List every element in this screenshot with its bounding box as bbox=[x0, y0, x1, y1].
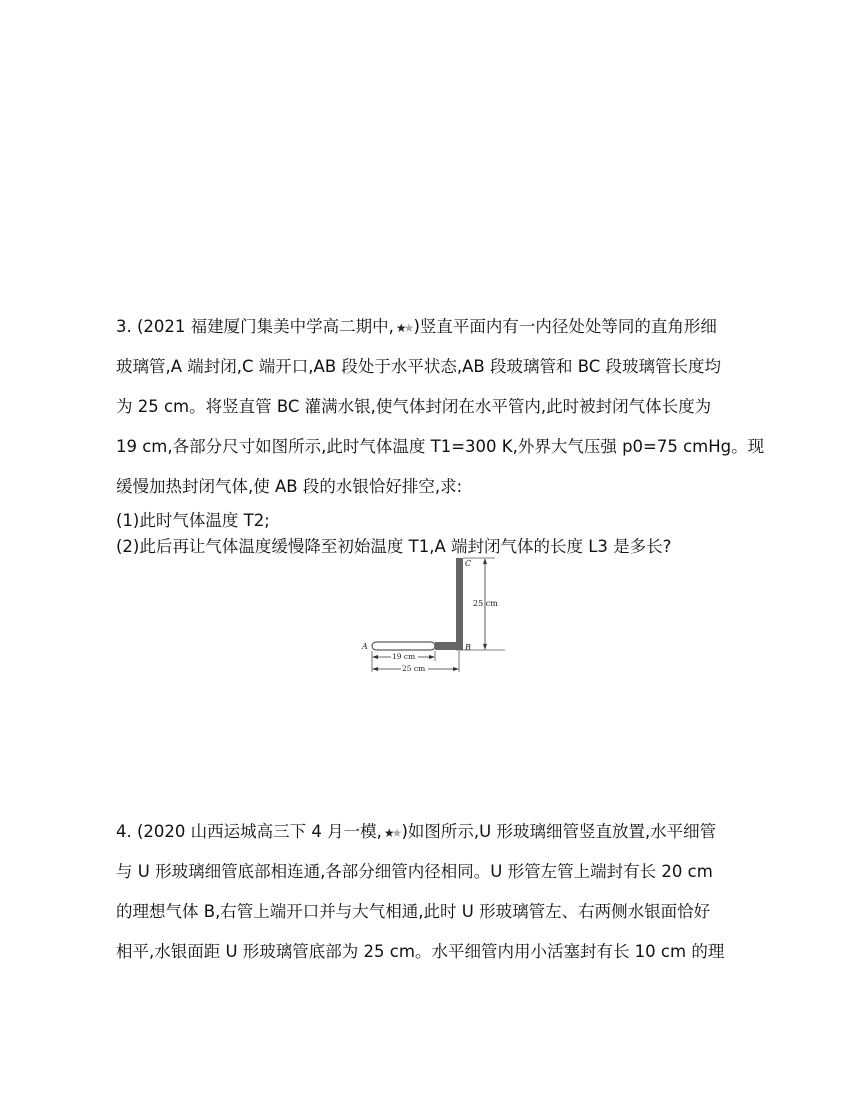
horizontal-dim-arrow-left bbox=[372, 667, 378, 671]
vertical-dim-arrow-bottom bbox=[483, 644, 487, 650]
vertical-dim-arrow-top bbox=[483, 558, 487, 564]
p3-line-5: 缓慢加热封闭气体,使 AB 段的水银恰好排空,求: bbox=[116, 477, 463, 496]
p3-line-2: 玻璃管,A 端封闭,C 端开口,AB 段处于水平状态,AB 段玻璃管和 BC 段玻璃管长度均 bbox=[116, 357, 722, 376]
p3-line-3: 为 25 cm。将竖直管 BC 灌满水银,使气体封闭在水平管内,此时被封闭气体长度为 bbox=[116, 397, 712, 416]
p4-line-1-pre: 4. (2020 山西运城高三下 4 月一模, bbox=[116, 822, 382, 841]
p4-line-1 bbox=[116, 822, 716, 843]
two-star-difficulty-icon: ★★ bbox=[383, 826, 400, 840]
horizontal-tube-mercury bbox=[435, 642, 456, 650]
p3-question-2: (2)此后再让气体温度缓慢降至初始温度 T1,A 端封闭气体的长度 L3 是多长? bbox=[116, 537, 672, 556]
vertical-dim-label: 25 cm bbox=[473, 599, 498, 608]
vertical-tube-mercury bbox=[456, 558, 463, 650]
p3-line-1 bbox=[116, 317, 717, 338]
two-star-difficulty-icon: ★★ bbox=[395, 321, 412, 335]
p3-line-1-pre: 3. (2021 福建厦门集美中学高二期中, bbox=[116, 317, 394, 336]
horizontal-dim-label: 25 cm bbox=[402, 664, 426, 673]
p3-question-1: (1)此时气体温度 T2; bbox=[116, 511, 270, 530]
label-a: A bbox=[362, 642, 368, 651]
gas-dim-arrow-right bbox=[429, 655, 435, 659]
horizontal-dim-arrow-right bbox=[453, 667, 459, 671]
p3-line-1-post: )竖直平面内有一内径处处等同的直角形细 bbox=[413, 317, 717, 336]
p4-line-1-post: )如图所示,U 形玻璃细管竖直放置,水平细管 bbox=[401, 822, 717, 841]
p3-line-4: 19 cm,各部分尺寸如图所示,此时气体温度 T1=300 K,外界大气压强 p0=75 cmHg。现 bbox=[116, 437, 765, 456]
label-c: C bbox=[465, 559, 472, 568]
p4-line-3: 的理想气体 B,右管上端开口并与大气相通,此时 U 形玻璃管左、右两侧水银面恰好 bbox=[116, 902, 711, 921]
l-tube-diagram bbox=[355, 556, 505, 676]
gas-dim-arrow-left bbox=[372, 655, 378, 659]
horizontal-tube-gas bbox=[372, 642, 435, 650]
p4-line-4: 相平,水银面距 U 形玻璃管底部为 25 cm。水平细管内用小活塞封有长 10 cm 的理 bbox=[116, 942, 725, 961]
gas-dim-label: 19 cm bbox=[392, 652, 416, 661]
p4-line-2: 与 U 形玻璃细管底部相连通,各部分细管内径相同。U 形管左管上端封有长 20 cm bbox=[116, 862, 713, 881]
label-b: B bbox=[465, 643, 471, 652]
